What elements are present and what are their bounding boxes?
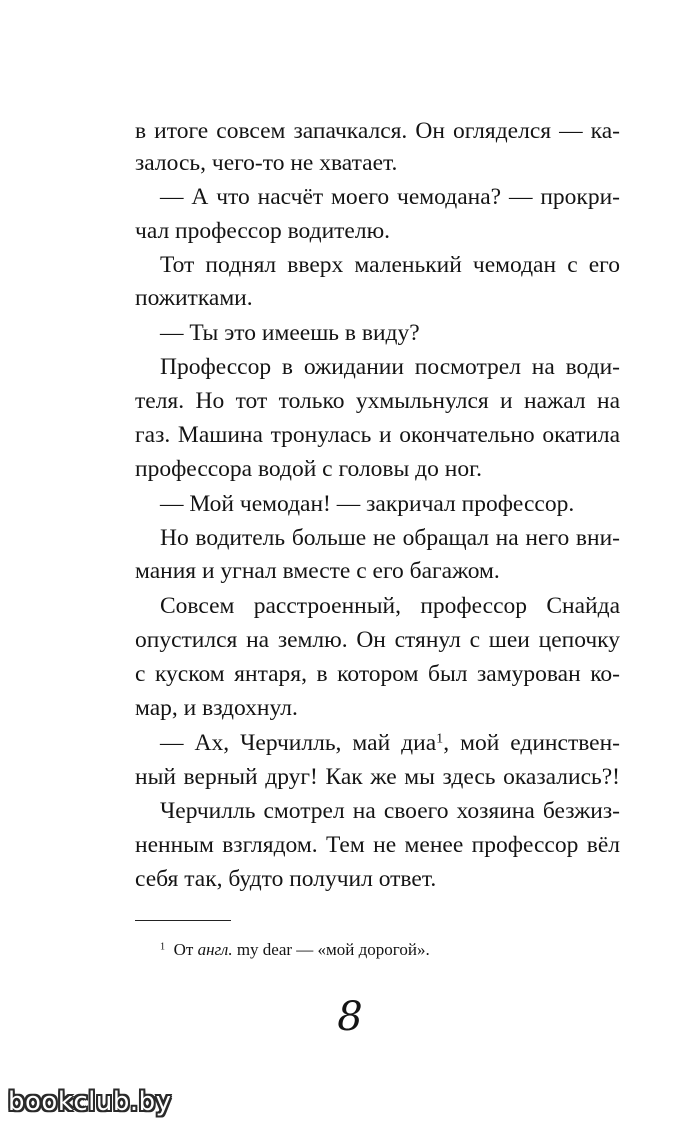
footnote	[160, 938, 430, 962]
text-line: чал профессор водителю.	[135, 218, 391, 244]
text-line: мар, и вздохнул.	[135, 695, 298, 721]
watermark: bookclub.by	[8, 1087, 172, 1117]
footnote-text: my dear — «мой дорогой».	[232, 940, 430, 959]
text-fragment: , мой единствен-	[443, 730, 621, 756]
footnote-italic: англ.	[197, 940, 233, 959]
text-line-with-footnote	[160, 726, 620, 760]
text-line: Но водитель больше не обращал на него вни-	[160, 525, 620, 551]
text-line: Профессор в ожидании посмотрел на води-	[160, 354, 620, 380]
text-line: профессора водой с головы до ног.	[135, 456, 482, 482]
text-line: ный верный друг! Как же мы здесь оказались?!	[135, 764, 620, 790]
text-line: опустился на землю. Он стянул с шеи цепочку	[135, 627, 620, 653]
text-line: Совсем расстроенный, профессор Снайда	[160, 593, 620, 619]
footnote-divider	[135, 920, 231, 921]
text-line: залось, чего-то не хватает.	[135, 150, 398, 176]
text-line: мания и угнал вместе с его багажом.	[135, 558, 500, 584]
text-line: себя так, будто получил ответ.	[135, 866, 437, 892]
footnote-prefix: От	[173, 940, 198, 959]
text-line: — Ты это имеешь в виду?	[160, 320, 420, 346]
text-line: теля. Но тот только ухмыльнулся и нажал на	[135, 388, 620, 414]
text-line: в итоге совсем запачкался. Он огляделся — ка-	[135, 118, 620, 144]
page-number: 8	[337, 994, 363, 1040]
text-line: газ. Машина тронулась и окончательно окатила	[135, 422, 620, 448]
text-line: с куском янтаря, в котором был замурован ко-	[135, 661, 620, 687]
text-line: — Мой чемодан! — закричал профессор.	[160, 491, 575, 517]
text-line: — А что насчёт моего чемодана? — прокри-	[160, 184, 620, 210]
footnote-reference: 1	[436, 730, 444, 747]
text-line: ненным взглядом. Тем не менее профессор вёл	[135, 832, 620, 858]
text-line: Черчилль смотрел на своего хозяина безжиз-	[160, 798, 620, 824]
text-line: Тот поднял вверх маленький чемодан с его	[160, 252, 620, 278]
text-line: пожитками.	[135, 285, 253, 311]
text-fragment: — Ах, Черчилль, май диа	[160, 730, 437, 756]
footnote-number: 1	[160, 941, 166, 953]
